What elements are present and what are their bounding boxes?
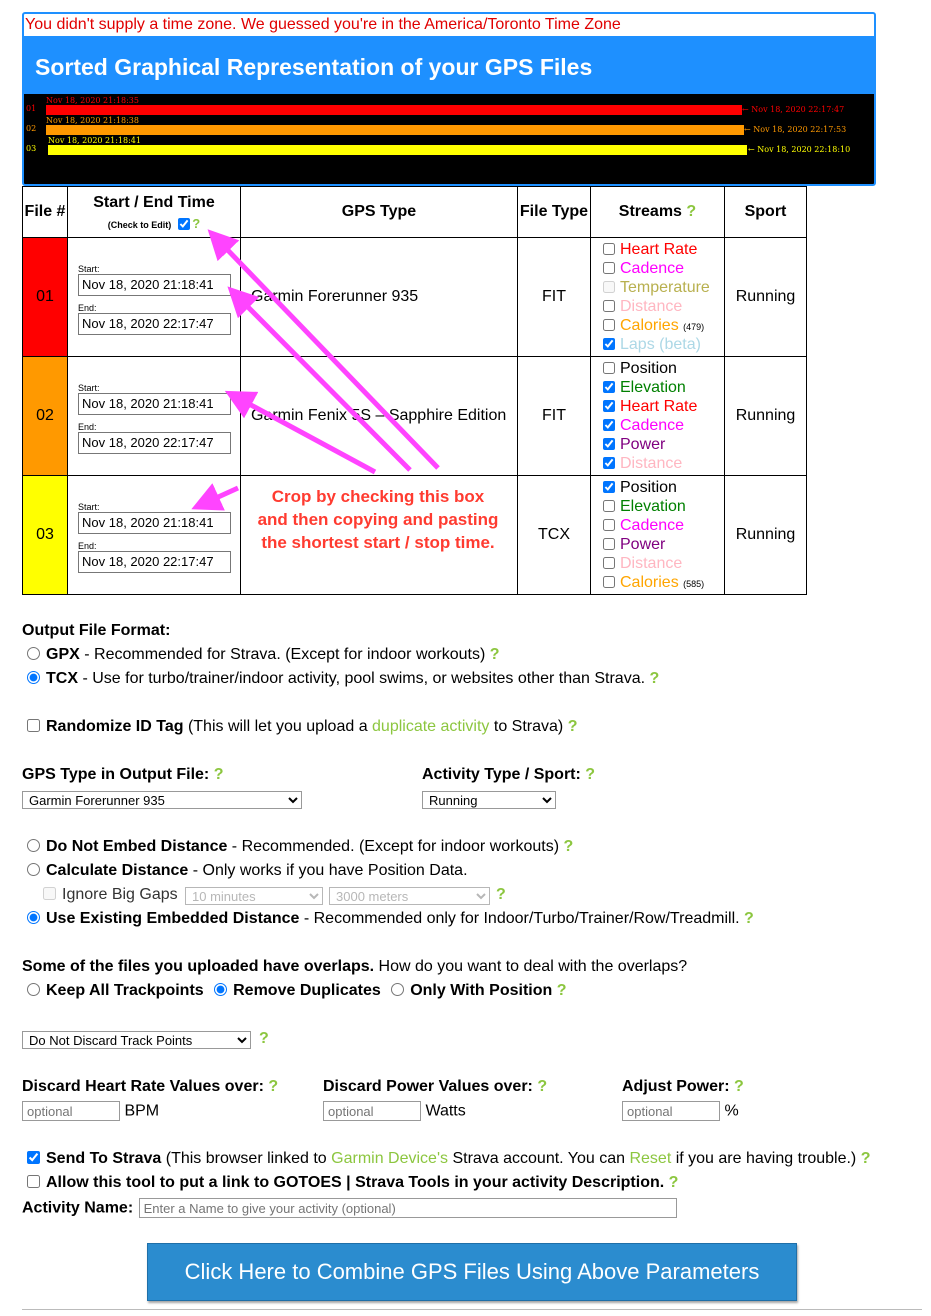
stream-label: Elevation (620, 379, 686, 396)
start-label: Start: (78, 263, 100, 274)
strava-mid: Strava account. You can (448, 1150, 630, 1167)
annotation-line: and then copying and pasting (257, 510, 499, 529)
help-icon[interactable]: ? (489, 646, 500, 663)
gps-type-output-text: GPS Type in Output File: (22, 766, 210, 783)
check-to-edit-label: (Check to Edit) (107, 219, 172, 230)
timeline-num: 02 (26, 124, 37, 133)
randomize-option[interactable] (27, 718, 577, 736)
stream-label: Cadence (620, 517, 685, 534)
file-num: 02 (23, 357, 68, 476)
sport-cell: Running (725, 476, 807, 595)
hr-field (22, 1101, 159, 1121)
activity-name-label: Activity Name: (22, 1199, 134, 1217)
gpx-radio[interactable] (27, 647, 40, 660)
gpx-desc: - Recommended for Strava. (Except for indoor workouts) (79, 646, 486, 663)
help-icon[interactable]: ? (537, 1078, 548, 1095)
stream-label: Temperature (620, 279, 710, 296)
help-icon[interactable]: ? (585, 766, 596, 783)
calculate-distance-desc: - Only works if you have Position Data. (188, 862, 468, 879)
help-icon[interactable]: ? (567, 718, 578, 735)
sport-cell: Running (725, 238, 807, 357)
file-num: 01 (23, 238, 68, 357)
calculate-distance-option[interactable] (27, 862, 468, 880)
power-unit: Watts (425, 1102, 466, 1120)
timeline-end: ← Nov 18, 2020 22:18:10 (748, 145, 851, 154)
activity-name-input[interactable] (139, 1198, 677, 1218)
hr-label-text: Discard Heart Rate Values over: (22, 1078, 264, 1095)
hr-input[interactable] (22, 1101, 120, 1121)
ignore-gaps-label: Ignore Big Gaps (62, 886, 178, 903)
end-label: End: (78, 421, 97, 432)
help-icon[interactable]: ? (496, 886, 506, 903)
timeline-num: 01 (26, 104, 37, 113)
help-icon[interactable]: ? (259, 1030, 269, 1047)
gap-time-select (185, 887, 323, 905)
arrow-line (218, 240, 438, 468)
adjust-power-unit: % (724, 1102, 739, 1120)
stream-label: Power (620, 536, 666, 553)
hr-unit: BPM (124, 1102, 160, 1120)
combine-files-button[interactable]: Click Here to Combine GPS Files Using Above Parameters (147, 1243, 797, 1301)
file-type-cell: FIT (518, 357, 591, 476)
remove-duplicates-radio[interactable] (214, 983, 227, 996)
stream-label: Power (620, 436, 666, 453)
duplicate-activity-link[interactable]: duplicate activity (372, 718, 490, 735)
power-label (323, 1078, 547, 1096)
randomize-post: to Strava) (489, 718, 564, 735)
ignore-gaps-option (43, 886, 178, 904)
output-format-title: Output File Format: (22, 622, 171, 639)
discard-trackpoints-select[interactable] (22, 1031, 251, 1049)
stream-label: Heart Rate (620, 398, 698, 415)
timeline-end: ← Nov 18, 2020 22:17:53 (744, 125, 847, 134)
existing-distance-radio[interactable] (27, 911, 40, 924)
file-type-cell: FIT (518, 238, 591, 357)
only-position-label: Only With Position (410, 982, 553, 999)
timeline-start: Nov 18, 2020 21:18:35 (46, 96, 139, 105)
overlaps-title: Some of the files you uploaded have overlaps. (22, 958, 375, 975)
help-icon[interactable]: ? (649, 670, 660, 687)
no-embed-distance-label: Do Not Embed Distance (46, 838, 228, 855)
divider (22, 1309, 922, 1310)
strava-pre: (This browser linked to (161, 1150, 332, 1167)
panel-title: Sorted Graphical Representation of your GPS Files (35, 54, 593, 80)
allow-link-option[interactable] (27, 1174, 678, 1192)
existing-distance-label: Use Existing Embedded Distance (46, 910, 300, 927)
arrow-line (238, 398, 375, 472)
end-label: End: (78, 302, 97, 313)
allow-link-label: Allow this tool to put a link to GOTOES | Strava Tools in your activity Description. (46, 1174, 665, 1191)
header-gps-type: GPS Type (241, 187, 518, 238)
randomize-label: Randomize ID Tag (46, 718, 184, 735)
help-icon[interactable]: ? (686, 203, 697, 220)
hr-label (22, 1078, 278, 1096)
adjust-power-text: Adjust Power: (622, 1078, 730, 1095)
stream-label: Distance (620, 298, 683, 315)
timezone-notice: You didn't supply a time zone. We guessed you're in the America/Toronto Time Zone (24, 14, 874, 36)
power-input[interactable] (323, 1101, 421, 1121)
no-embed-distance-option[interactable] (27, 838, 573, 856)
adjust-power-input[interactable] (622, 1101, 720, 1121)
keep-all-label: Keep All Trackpoints (46, 982, 204, 999)
timeline-end: ← Nov 18, 2020 22:17:47 (742, 105, 845, 114)
stream-label: Heart Rate (620, 241, 698, 258)
tcx-option[interactable] (27, 670, 659, 688)
send-to-strava-option[interactable] (27, 1150, 871, 1168)
garmin-device-link[interactable]: Garmin Device's (331, 1150, 448, 1167)
existing-distance-desc: - Recommended only for Indoor/Turbo/Trainer/Row/Treadmill. (299, 910, 740, 927)
gpx-label: GPX (46, 646, 80, 663)
activity-type-label (422, 766, 595, 784)
ignore-gaps-checkbox (43, 887, 56, 900)
power-label-text: Discard Power Values over: (323, 1078, 533, 1095)
timeline-start: Nov 18, 2020 21:18:38 (46, 116, 139, 125)
send-to-strava-label: Send To Strava (46, 1150, 162, 1167)
overlap-options (27, 982, 567, 1000)
calculate-distance-label: Calculate Distance (46, 862, 189, 879)
stream-label: Cadence (620, 260, 685, 277)
calories-count: (585) (683, 579, 705, 589)
adjust-power-field (622, 1101, 739, 1121)
annotation-arrows (0, 0, 931, 620)
no-embed-distance-desc: - Recommended. (Except for indoor workouts) (227, 838, 560, 855)
gps-type-cell: Garmin Forerunner 935 (241, 238, 518, 357)
overlaps-question (22, 958, 687, 976)
header-file-type: File Type (518, 187, 591, 238)
start-label: Start: (78, 501, 100, 512)
header-file: File # (23, 187, 68, 238)
file-type-cell: TCX (518, 476, 591, 595)
help-icon[interactable]: ? (563, 838, 574, 855)
tcx-desc: - Use for turbo/trainer/indoor activity, pool swims, or websites other than Strava. (78, 670, 646, 687)
remove-duplicates-label: Remove Duplicates (233, 982, 381, 999)
gps-type-cell: Garmin Fenix 5S – Sapphire Edition (241, 357, 518, 476)
strava-post: if you are having trouble.) (671, 1150, 857, 1167)
gps-type-output-label (22, 766, 224, 784)
file-num: 03 (23, 476, 68, 595)
help-icon[interactable]: ? (744, 910, 754, 927)
stream-label: Position (620, 479, 677, 496)
no-embed-distance-radio[interactable] (27, 839, 40, 852)
start-label: Start: (78, 382, 100, 393)
calculate-distance-radio[interactable] (27, 863, 40, 876)
timeline-start: Nov 18, 2020 21:18:41 (48, 136, 141, 145)
help-icon[interactable]: ? (268, 1078, 279, 1095)
stream-label: Distance (620, 555, 683, 572)
only-position-radio[interactable] (391, 983, 404, 996)
gap-distance-select (329, 887, 490, 905)
activity-type-text: Activity Type / Sport: (422, 766, 581, 783)
tcx-radio[interactable] (27, 671, 40, 684)
stream-label: Cadence (620, 417, 685, 434)
stream-label: Calories (620, 317, 679, 334)
power-field (323, 1101, 466, 1121)
send-to-strava-checkbox[interactable] (27, 1151, 40, 1164)
stream-label: Position (620, 360, 677, 377)
annotation-line: Crop by checking this box (271, 487, 485, 506)
end-label: End: (78, 540, 97, 551)
activity-type-select[interactable] (422, 791, 556, 809)
adjust-power-label (622, 1078, 744, 1096)
header-streams-label: Streams (618, 203, 682, 220)
help-icon[interactable]: ? (860, 1150, 871, 1167)
header-sport: Sport (725, 187, 807, 238)
header-time-label: Start / End Time (93, 193, 215, 211)
allow-link-checkbox[interactable] (27, 1175, 40, 1188)
timeline-num: 03 (26, 144, 37, 153)
overlaps-text: How do you want to deal with the overlaps? (374, 958, 688, 975)
annotation-line: the shortest start / stop time. (261, 533, 495, 552)
help-icon[interactable]: ? (192, 215, 201, 231)
stream-label: Elevation (620, 498, 686, 515)
arrow-line (205, 488, 238, 503)
help-icon[interactable]: ? (668, 1174, 679, 1191)
calories-count: (479) (683, 322, 705, 332)
gps-type-select[interactable] (22, 791, 302, 809)
keep-all-radio[interactable] (27, 983, 40, 996)
randomize-pre: (This will let you upload a (183, 718, 373, 735)
stream-label: Laps (beta) (620, 336, 701, 353)
stream-label: Distance (620, 455, 683, 472)
stream-label: Calories (620, 574, 679, 591)
reset-link[interactable]: Reset (629, 1150, 672, 1167)
gpx-option[interactable] (27, 646, 500, 664)
tcx-label: TCX (46, 670, 78, 687)
sport-cell: Running (725, 357, 807, 476)
existing-distance-option[interactable] (27, 910, 754, 928)
help-icon[interactable]: ? (556, 982, 567, 999)
randomize-checkbox[interactable] (27, 719, 40, 732)
help-icon[interactable]: ? (213, 766, 224, 783)
help-icon[interactable]: ? (734, 1078, 744, 1095)
activity-name-row (22, 1198, 677, 1218)
